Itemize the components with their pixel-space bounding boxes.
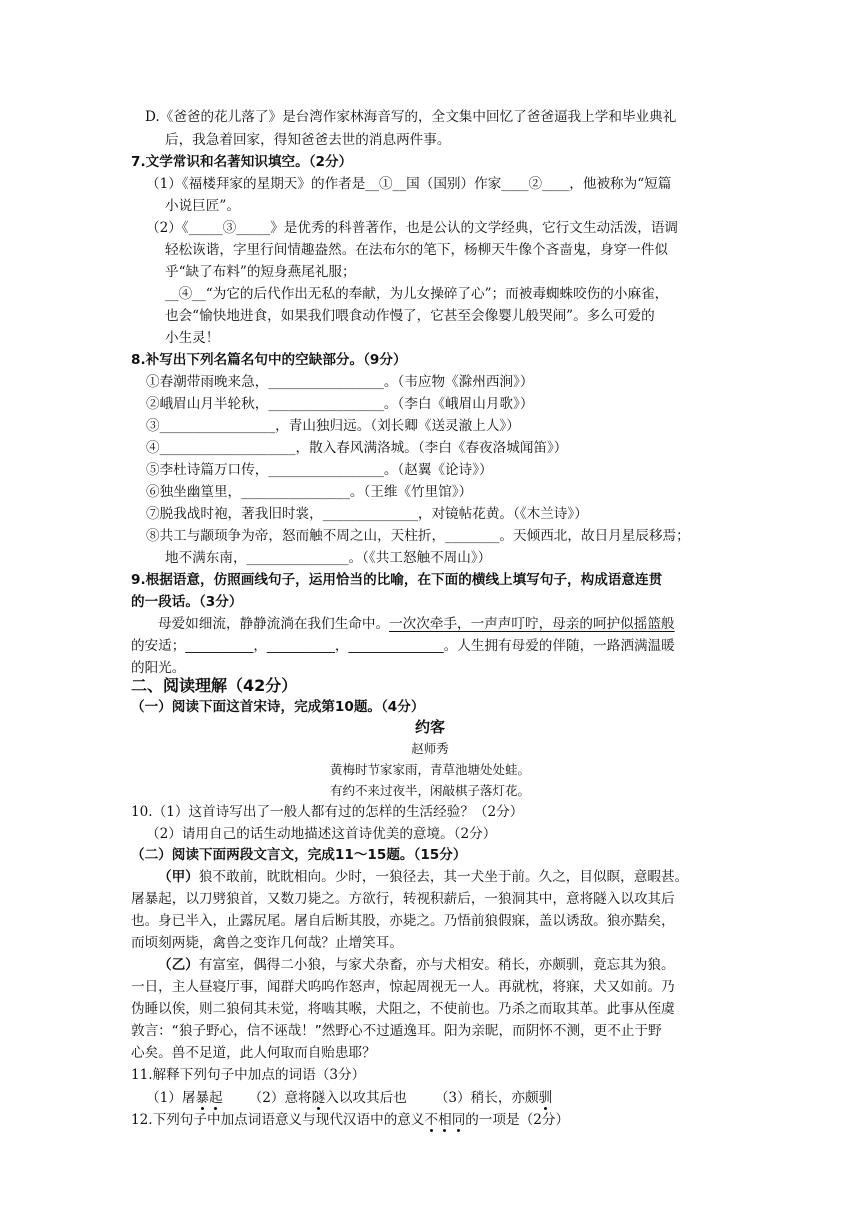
- poem-author: 赵师秀: [411, 741, 449, 756]
- q11-item-2-suffix: 入以攻其后也: [325, 1090, 407, 1106]
- passage-a-line-4: 而顷刻两毙，禽兽之变诈几何哉？止增笑耳。: [131, 935, 403, 951]
- passage-b-label: （乙）: [158, 957, 199, 973]
- q7-item-2-line-1: （2）《_____③_____》是优秀的科普著作，也是公认的文学经典，它行文生动活泼，语调: [146, 220, 679, 236]
- q11-item-3-dotted-word: 驯: [538, 1090, 553, 1106]
- section-2-heading: 二、阅读理解（42分）: [131, 676, 298, 695]
- q12-dotted-char-3: 同: [451, 1112, 466, 1128]
- q8-item-1: ①春潮带雨晚来急，_________________。（韦应物《滁州西涧》）: [146, 374, 534, 390]
- part-1-heading: （一）阅读下面这首宋诗，完成第10题。（4分）: [131, 699, 425, 715]
- q11-items: [146, 1089, 552, 1107]
- q7-item-1-line-2: 小说巨匠”。: [165, 198, 240, 214]
- question-10-part-1: 10.（1）这首诗写出了一般人都有过的怎样的生活经验？（2分）: [131, 804, 524, 820]
- q12-dotted-char-2: 相: [438, 1112, 452, 1128]
- passage-b-line-1: [158, 956, 675, 974]
- question-10-part-2: （2）请用自己的话生动地描述这首诗优美的意境。（2分）: [146, 826, 497, 842]
- passage-a-label: （甲）: [158, 869, 199, 885]
- q7-item-2-line-5: 也会“愉快地进食，如果我们喂食动作慢了，它甚至会像婴儿般哭闹”。多么可爱的: [165, 308, 655, 324]
- q9-passage-line-3: 的阳光。: [131, 660, 186, 676]
- q8-item-7: ⑦脱我战时袍，著我旧时裳，______________，对镜帖花黄。（《木兰诗》）: [146, 506, 588, 522]
- q11-item-3-prefix: （3）稍长，亦颇: [434, 1090, 539, 1106]
- q8-item-8-line-1: ⑧共工与颛顼争为帝，怒而触不周之山，天柱折，________。天倾西北，故日月星辰移焉；: [146, 528, 690, 544]
- question-12-heading: [131, 1111, 569, 1129]
- poem-line-2: 有约不来过夜半，闲敲棋子落灯花。: [329, 783, 530, 798]
- q7-item-2-line-4: __④__“为它的后代作出无私的奉献，为儿女操碎了心”；而被毒蜘蛛咬伤的小麻雀，: [165, 286, 669, 302]
- q7-item-2-line-6: 小生灵！: [165, 330, 220, 346]
- q12-dotted-char-1: 不: [424, 1112, 439, 1128]
- option-d-line-1: D.《爸爸的花儿落了》是台湾作家林海音写的，全文集中回忆了爸爸逼我上学和毕业典礼: [145, 109, 677, 125]
- q9-underlined-sentence: 一次次牵手，一声声叮咛，母亲的呵护似摇篮般: [389, 616, 675, 632]
- part-2-heading: （二）阅读下面两段文言文，完成11～15题。（15分）: [131, 847, 467, 863]
- question-9-heading-line-2: 的一段话。（3分）: [131, 594, 243, 610]
- passage-a-line-2: 屠暴起，以刀劈狼首，又数刀毙之。方欲行，转视积薪后，一狼洞其中，意将隧入以攻其后: [131, 891, 675, 907]
- q7-item-1-line-1: （1）《福楼拜家的星期天》的作者是__①__国（国别）作家____②____，他被称为“短篇: [146, 176, 672, 192]
- q8-item-3: ③_________________，青山独归远。（刘长卿《送灵澈上人》）: [146, 418, 520, 434]
- poem-title: 约客: [414, 718, 445, 736]
- q8-item-2: ②峨眉山月半轮秋，_________________。（李白《峨眉山月歌》）: [146, 396, 534, 412]
- q7-item-2-line-2: 轻松诙谐，字里行间情趣盎然。在法布尔的笔下，杨柳天牛像个吝啬鬼，身穿一件似: [165, 242, 668, 258]
- passage-b-line-3: 伪睡以俟，则二狼伺其未觉，将啮其喉，犬阻之，不使前也。乃杀之而取其革。此事从侄虞: [131, 1001, 675, 1017]
- q9-passage-lead: 母爱如细流，静静流淌在我们生命中。: [158, 616, 390, 632]
- q8-item-4: ④____________________，散入春风满洛城。（李白《春夜洛城闻笛》）: [146, 440, 568, 456]
- passage-b-text-1: 有富室，偶得二小狼，与家犬杂畜，亦与犬相安。稍长，亦颇驯，竟忘其为狼。: [198, 957, 675, 973]
- passage-b-line-2: 一日，主人昼寝厅事，闻群犬呜呜作怒声，惊起周视无一人。再就枕，将寐，犬又如前。乃: [131, 979, 675, 995]
- passage-a-text-1: 狼不敢前，眈眈相向。少时，一狼径去，其一犬坐于前。久之，目似瞑，意暇甚。: [198, 869, 689, 885]
- question-8-heading: 8.补写出下列名篇名句中的空缺部分。（9分）: [131, 352, 407, 368]
- question-11-heading: 11.解释下列句子中加点的词语（3分）: [131, 1067, 366, 1083]
- poem-line-1: 黄梅时节家家雨，青草池塘处处蛙。: [329, 762, 530, 777]
- q12-text-tail: 的一项是（2分）: [465, 1112, 570, 1128]
- passage-b-line-5: 心矣。兽不足道，此人何取而自贻患耶？: [131, 1045, 376, 1061]
- q9-passage-line-2: 的安适；__________，__________，______________。人生拥有母爱的伴随，一路洒满温暖: [131, 638, 675, 654]
- q8-item-8-line-2: 地不满东南，_______________。（《共工怒触不周山》）: [165, 550, 492, 566]
- option-d-line-2: 后，我急着回家，得知爸爸去世的消息两件事。: [165, 132, 451, 148]
- q7-item-2-line-3: 乎“缺了布料”的短身燕尾礼服；: [165, 264, 356, 280]
- q8-item-5: ⑤李杜诗篇万口传，_________________。（赵翼《论诗》）: [146, 462, 493, 478]
- passage-a-line-3: 也。身已半入，止露尻尾。屠自后断其股，亦毙之。乃悟前狼假寐，盖以诱敌。狼亦黠矣，: [131, 913, 675, 929]
- q9-passage-line-1: [158, 615, 675, 633]
- q11-item-2-prefix: （2）意将: [248, 1090, 312, 1106]
- question-9-heading-line-1: 9.根据语意，仿照画线句子，运用恰当的比喻，在下面的横线上填写句子，构成语意连贯: [131, 572, 663, 588]
- q8-item-6: ⑥独坐幽篁里，________________。（王维《竹里馆》）: [146, 484, 473, 500]
- passage-a-line-1: [158, 868, 688, 886]
- q11-item-1-dotted-word-2: 起: [209, 1090, 223, 1106]
- q12-text-lead: 12.下列句子中加点词语意义与现代汉语中的意义: [131, 1112, 425, 1128]
- question-7-heading: 7.文学常识和名著知识填空。（2分）: [131, 154, 353, 170]
- q11-item-1-prefix: （1）屠: [146, 1090, 196, 1106]
- q11-item-1-dotted-word-1: 暴: [195, 1090, 210, 1106]
- passage-b-line-4: 敦言：“狼子野心，信不诬哉！”然野心不过遁逸耳。阳为亲昵，而阴怀不测，更不止于野: [131, 1023, 662, 1039]
- q11-item-2-dotted-word: 隧: [311, 1090, 326, 1106]
